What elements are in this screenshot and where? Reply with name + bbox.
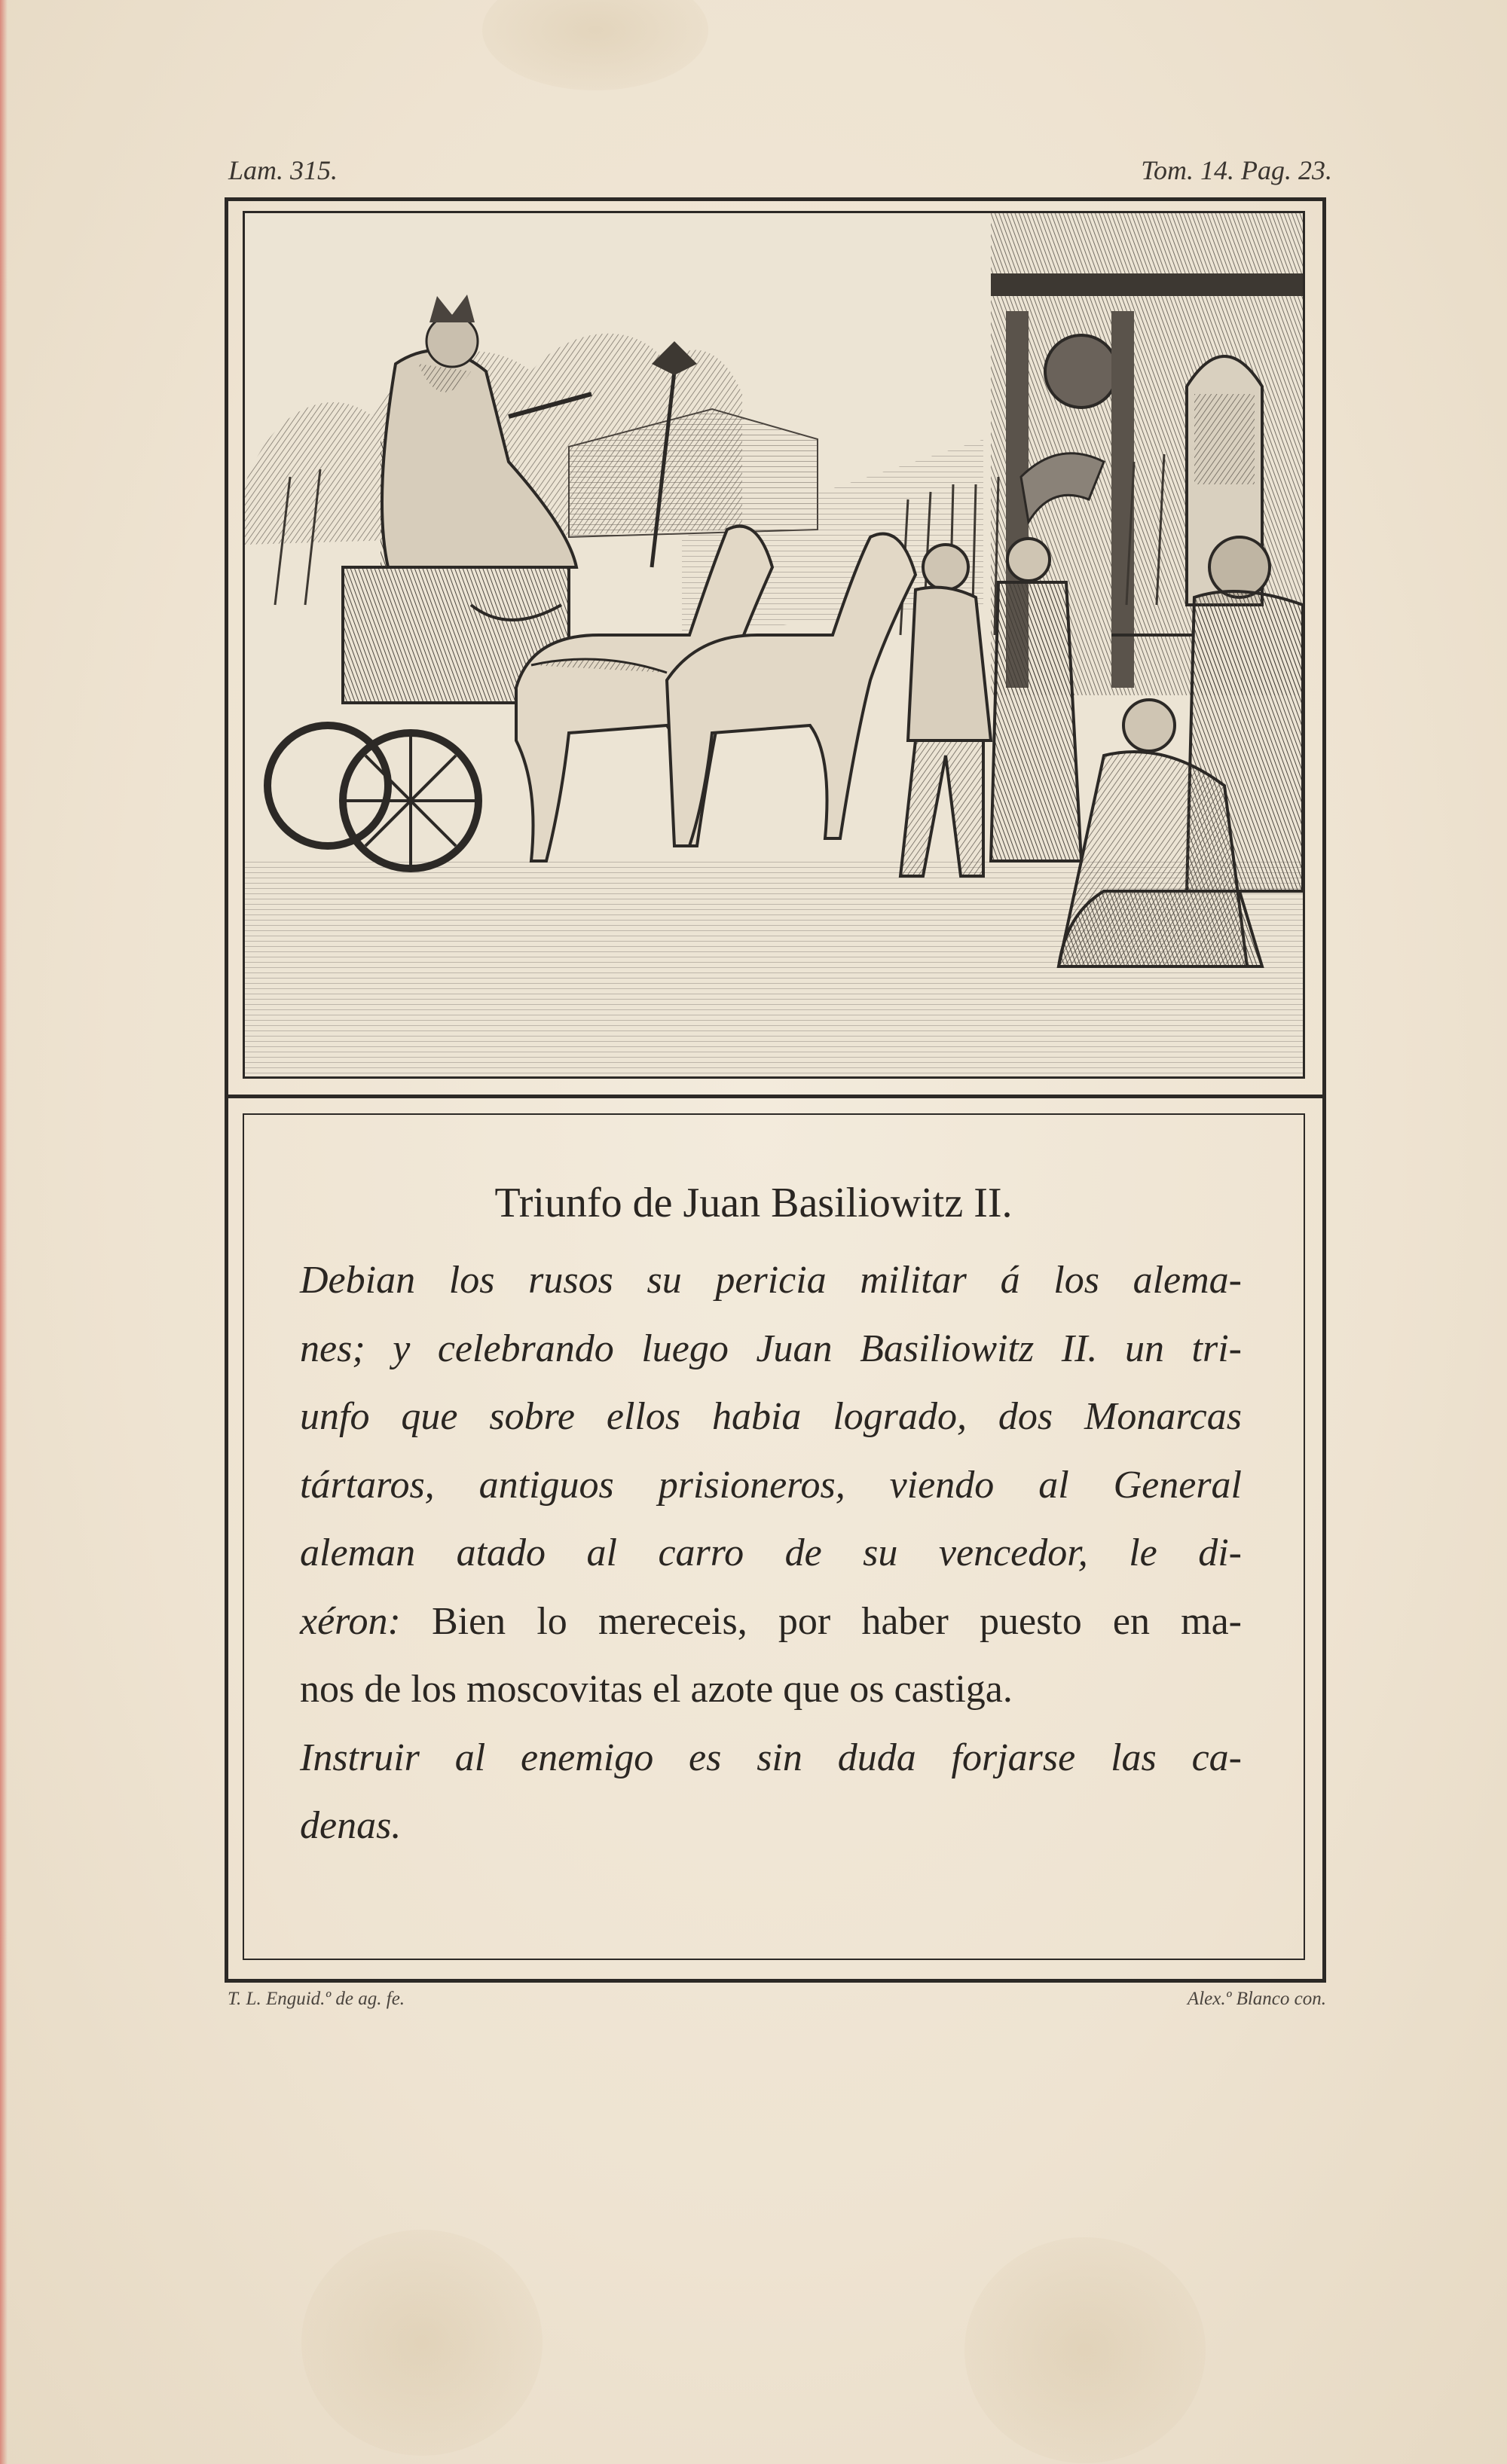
caption-line (300, 1315, 1242, 1384)
designer-credit: T. L. Enguid.º de ag. fe. (228, 1989, 405, 2009)
caption-text: aleman atado al carro de su vencedor, le di- (300, 1531, 1242, 1574)
caption-line (300, 1724, 1242, 1793)
divider-rule (225, 1095, 1326, 1098)
caption-text: xéron: (300, 1599, 401, 1643)
plate-number: Lam. 315. (228, 155, 338, 185)
caption-text: unfo que sobre ellos habia logrado, dos Monarcas (300, 1395, 1242, 1438)
engraving-panel (243, 211, 1305, 1079)
caption-text: Instruir al enemigo es sin duda forjarse las ca- (300, 1736, 1242, 1779)
volume-page: Tom. 14. Pag. 23. (1141, 155, 1332, 185)
paper-stain (964, 2237, 1206, 2463)
caption-line (300, 1792, 1242, 1861)
caption-text: tártaros, antiguos prisioneros, viendo al General (300, 1463, 1242, 1507)
caption-line (300, 1383, 1242, 1452)
paper-edge (0, 0, 8, 2464)
caption-line (300, 1656, 1242, 1724)
plate-title: Triunfo de Juan Basiliowitz II. (494, 1180, 1013, 1226)
caption-text: denas. (300, 1804, 402, 1847)
caption-text: nos de los moscovitas el azote que os castiga. (300, 1668, 1013, 1711)
caption-text: Bien lo mereceis, por haber puesto en ma- (400, 1599, 1242, 1643)
engraving-illustration-icon (245, 213, 1303, 1076)
paper-stain (301, 2230, 543, 2456)
caption-line (300, 1519, 1242, 1588)
caption-line (300, 1588, 1242, 1656)
caption-line (300, 1452, 1242, 1520)
caption-passage (300, 1247, 1242, 1861)
caption-line (300, 1247, 1242, 1315)
engraver-credit: Alex.º Blanco con. (1187, 1989, 1326, 2009)
caption-text: Debian los rusos su pericia militar á los alema- (300, 1259, 1242, 1302)
caption-text: nes; y celebrando luego Juan Basiliowitz II. un tri- (300, 1327, 1242, 1370)
